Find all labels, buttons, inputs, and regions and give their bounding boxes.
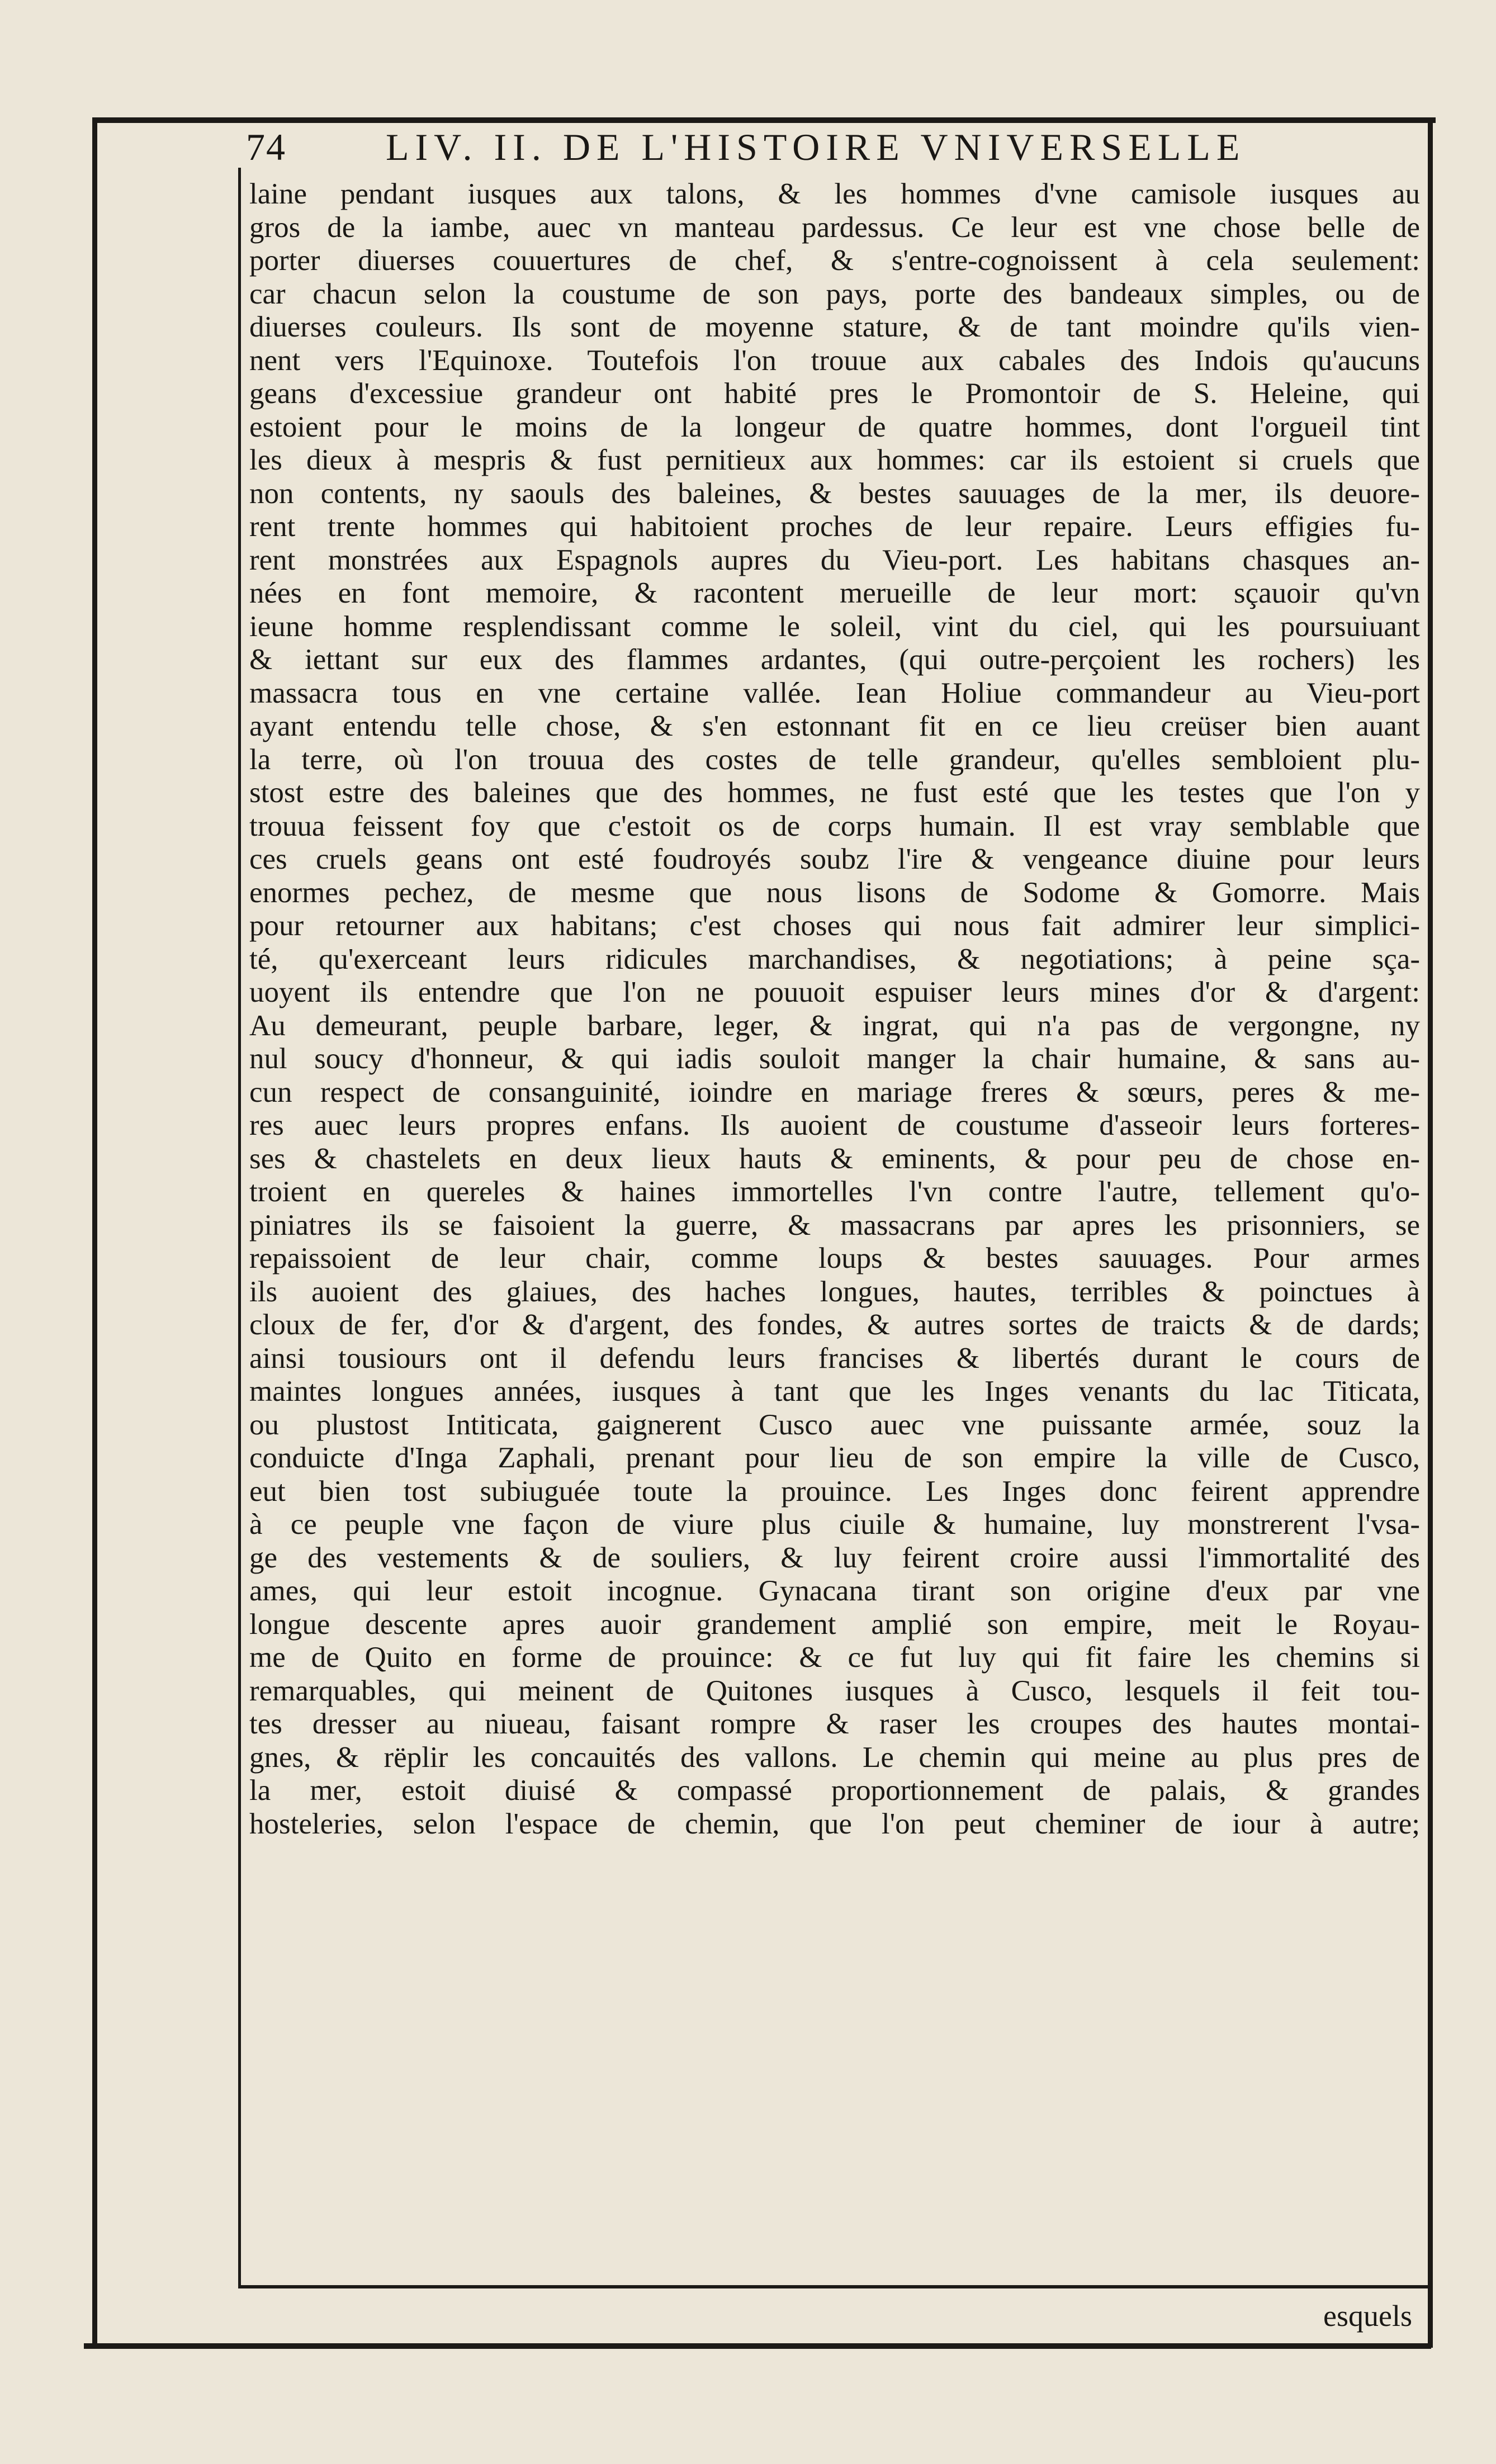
text-line: enormes pechez, de mesme que nous lisons de Sodome & Gomorre. Mais [249,876,1420,909]
text-line: ainsi tousiours ont il defendu leurs francises & libertés durant le cours de [249,1342,1420,1375]
text-line: cun respect de consanguinité, ioindre en mariage freres & sœurs, peres & me- [249,1075,1420,1108]
text-line: stost estre des baleines que des hommes, ne fust esté que les testes que l'on y [249,776,1420,809]
text-line: hosteleries, selon l'espace de chemin, que l'on peut cheminer de iour à autre; [249,1807,1420,1840]
text-line: ge des vestements & de souliers, & luy feirent croire aussi l'immortalité des [249,1541,1420,1574]
text-line: diuerses couleurs. Ils sont de moyenne stature, & de tant moindre qu'ils vien- [249,311,1420,343]
text-line: ses & chastelets en deux lieux hauts & eminents, & pour peu de chose en- [249,1142,1420,1175]
text-line: gros de la iambe, auec vn manteau pardessus. Ce leur est vne chose belle de [249,211,1420,244]
text-line: ayant entendu telle chose, & s'en estonnant fit en ce lieu creüser bien auant [249,710,1420,742]
text-bottom-rule [238,2285,1429,2288]
right-rule [1428,117,1433,2348]
text-line: maintes longues années, iusques à tant que les Inges venants du lac Titicata, [249,1375,1420,1408]
text-line: repaissoient de leur chair, comme loups & bestes sauuages. Pour armes [249,1242,1420,1274]
text-line: trouua feissent foy que c'estoit os de corps humain. Il est vray semblable que [249,809,1420,842]
page-header [246,122,1420,172]
text-line: à ce peuple vne façon de viure plus ciuile & humaine, luy monstrerent l'vsa- [249,1508,1420,1541]
text-line: car chacun selon la coustume de son pays, porte des bandeaux simples, ou de [249,277,1420,310]
text-line: ou plustost Intiticata, gaignerent Cusco auec vne puissante armée, souz la [249,1408,1420,1441]
text-line: la terre, où l'on trouua des costes de telle grandeur, qu'elles sembloient plu- [249,743,1420,776]
text-line: massacra tous en vne certaine vallée. Iean Holiue commandeur au Vieu-port [249,676,1420,709]
catchword: esquels [1323,2299,1412,2333]
left-inner-rule [238,168,241,2286]
text-line: té, qu'exerceant leurs ridicules marchandises, & negotiations; à peine sça- [249,942,1420,975]
text-line: la mer, estoit diuisé & compassé proportionnement de palais, & grandes [249,1774,1420,1807]
bottom-rule [84,2343,1431,2349]
text-line: geans d'excessiue grandeur ont habité pres le Promontoir de S. Heleine, qui [249,377,1420,410]
text-line: laine pendant iusques aux talons, & les hommes d'vne camisole iusques au [249,178,1420,210]
running-title: LIV. II. DE L'HISTOIRE VNIVERSELLE [386,126,1246,168]
text-line: rent trente hommes qui habitoient proches de leur repaire. Leurs effigies fu- [249,510,1420,543]
text-line: eut bien tost subiuguée toute la prouince. Les Inges donc feirent apprendre [249,1475,1420,1508]
text-line: les dieux à mespris & fust pernitieux aux hommes: car ils estoient si cruels que [249,444,1420,476]
text-line: porter diuerses couuertures de chef, & s'entre-cognoissent à cela seulement: [249,244,1420,277]
text-line: nent vers l'Equinoxe. Toutefois l'on trouue aux cabales des Indois qu'aucuns [249,344,1420,377]
text-line: gnes, & rëplir les concauités des vallons. Le chemin qui meine au plus pres de [249,1741,1420,1774]
text-line: troient en quereles & haines immortelles l'vn contre l'autre, tellement qu'o- [249,1176,1420,1208]
text-line: non contents, ny saouls des baleines, & bestes sauuages de la mer, ils deuore- [249,477,1420,510]
text-line: longue descente apres auoir grandement amplié son empire, meit le Royau- [249,1608,1420,1641]
text-line: conduicte d'Inga Zaphali, prenant pour lieu de son empire la ville de Cusco, [249,1442,1420,1474]
text-line: cloux de fer, d'or & d'argent, des fondes, & autres sortes de traicts & de dards; [249,1309,1420,1341]
body-text [249,178,1420,1841]
text-line: ces cruels geans ont esté foudroyés soubz l'ire & vengeance diuine pour leurs [249,843,1420,875]
text-line: ames, qui leur estoit incognue. Gynacana tirant son origine d'eux par vne [249,1575,1420,1607]
text-line: nées en font memoire, & racontent merueille de leur mort: sçauoir qu'vn [249,577,1420,609]
text-line: estoient pour le moins de la longeur de quatre hommes, dont l'orgueil tint [249,410,1420,443]
text-line: res auec leurs propres enfans. Ils auoient de coustume d'asseoir leurs forteres- [249,1109,1420,1141]
text-line: ils auoient des glaiues, des haches longues, hautes, terribles & poinctues à [249,1275,1420,1308]
text-line: Au demeurant, peuple barbare, leger, & ingrat, qui n'a pas de vergongne, ny [249,1009,1420,1042]
text-line: me de Quito en forme de prouince: & ce fut luy qui fit faire les chemins si [249,1641,1420,1674]
text-line: ieune homme resplendissant comme le soleil, vint du ciel, qui les poursuiuant [249,610,1420,643]
text-line: & iettant sur eux des flammes ardantes, (qui outre-perçoient les rochers) les [249,643,1420,676]
text-line: nul soucy d'honneur, & qui iadis souloit manger la chair humaine, & sans au- [249,1043,1420,1075]
text-line: piniatres ils se faisoient la guerre, & massacrans par apres les prisonniers, se [249,1209,1420,1242]
text-line: rent monstrées aux Espagnols aupres du Vieu-port. Les habitans chasques an- [249,543,1420,576]
text-line: uoyent ils entendre que l'on ne pouuoit espuiser leurs mines d'or & d'argent: [249,976,1420,1008]
page-number: 74 [246,126,286,168]
text-line: remarquables, qui meinent de Quitones iusques à Cusco, lesquels il feit tou- [249,1674,1420,1707]
text-line: pour retourner aux habitans; c'est choses qui nous fait admirer leur simplici- [249,909,1420,942]
left-outer-rule [92,117,97,2348]
text-line: tes dresser au niueau, faisant rompre & raser les croupes des hautes montai- [249,1708,1420,1740]
